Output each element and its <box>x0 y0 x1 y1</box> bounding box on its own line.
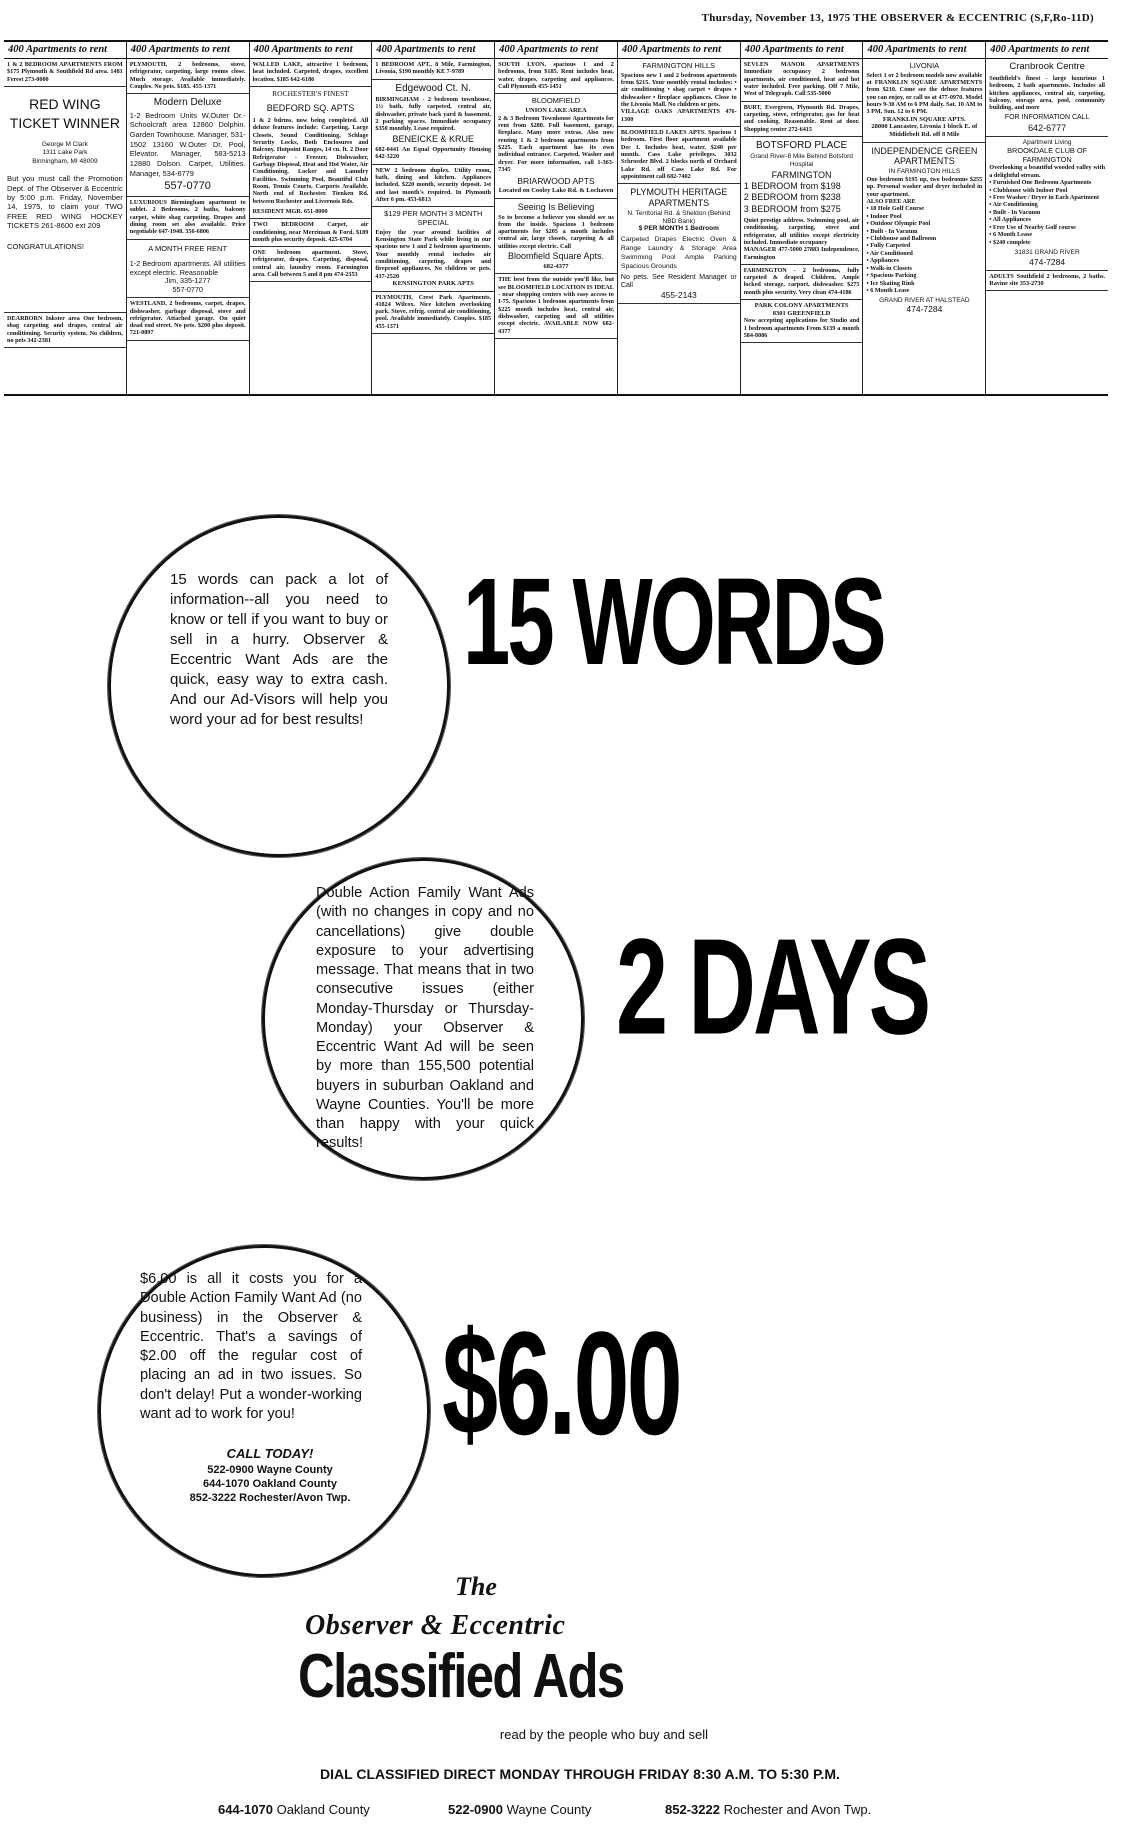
ad-phone: 642-6777 <box>1028 122 1067 133</box>
ad-headline: A MONTH FREE RENT <box>148 243 228 253</box>
classified-ad: ONE bedroom apartment. Stove, refrigerator, drapes. Carpeting, disposal, central air, laundry room. Farmington area. Call between 5 and 8 pm 474-2353 <box>250 247 372 282</box>
list-item: • Clubhouse and Ballroom <box>866 235 937 243</box>
classified-column-1 <box>4 42 126 394</box>
classified-ad: 1 BEDROOM APT., 8 Mile, Farmington, Livonia, $190 monthly KE 7-9789 <box>372 59 494 80</box>
classified-ad: WESTLAND, 2 bedrooms, carpet, drapes, dishwasher, garbage disposal, stove and refrigerator. Attached garage. On quiet dead end street. No pets. $200 plus deposit. 721-0897 <box>127 298 249 341</box>
list-item: • Free Use of Nearby Golf course <box>989 223 1076 231</box>
list-item: • Built - In Vacuum <box>866 227 918 235</box>
brookdale-ad <box>986 137 1108 270</box>
kensington-ad <box>372 207 494 291</box>
list-item: • Air Conditioning <box>989 201 1038 209</box>
ad-subhead: FRANKLIN SQUARE APTS. <box>882 115 966 123</box>
tagline: read by the people who buy and sell <box>499 1727 709 1742</box>
ad-body: Overlooking a beautiful wooded valley with a delightful stream. <box>989 164 1106 179</box>
phone-area: Wayne County <box>506 1802 592 1817</box>
classified-column-3 <box>249 42 372 394</box>
ad-body: Now accepting applications for Studio and 1 bedroom apartments From $139 a month 584-8086 <box>743 317 860 340</box>
ad-headline: Apartment Living <box>1022 139 1072 147</box>
call-today-block <box>160 1446 380 1506</box>
farmington-hills-ad <box>618 59 740 127</box>
classified-section <box>4 40 1108 396</box>
ad-phone: 557-0770 <box>172 284 203 294</box>
ad-body: One bedroom $195 up, two bedrooms $255 up. Personal washer and dryer included in your apartment. <box>866 176 983 198</box>
ad-subhead: IN FARMINGTON HILLS <box>888 168 961 176</box>
list-item: • Appliances <box>866 257 900 265</box>
ad-footer: No pets. See Resident Manager or Call <box>620 273 737 289</box>
classified-ad: PLYMOUTH, Crest Park Apartments. 41824 Wilcox. Nice kitchen overlooking park. Stove, refrig. central air conditioning, pool. Available immediately. Couples. $185 455-1371 <box>372 292 494 335</box>
logo-classified-ads: Classified Ads <box>298 1642 624 1711</box>
list-item: • Furnished One Bedroom Apartments <box>989 179 1092 187</box>
classified-ad: TWO BEDROOM Carpet, air conditioning, near Merriman & Ford. $189 month plus security deposit. 425-6704 <box>250 219 372 247</box>
ad-headline: Cranbrook Centre <box>1009 61 1085 72</box>
classified-ad: SEVLEN MANOR APARTMENTS Immediate occupancy 2 bedroom apartments, air conditioned, heat and hot water included. Free parking. Off 7 Mile, West of Telegraph. Call 535-5000 <box>741 59 863 102</box>
phone-area: Oakland County <box>276 1802 370 1817</box>
ad-features: Carpeted Drapes Electric Oven & Range Laundry & Storage Area Swimming Pool Ample Parking Spacious Grounds <box>620 235 737 271</box>
call-line-wayne: 522-0900 Wayne County <box>207 1464 333 1477</box>
ad-subhead: Bloomfield Square Apts. <box>507 251 605 262</box>
column-header: 400 Apartments to rent <box>863 42 985 59</box>
ad-footer: RESIDENT MGR. 651-8000 <box>252 207 328 215</box>
redwing-headline: RED WING TICKET WINNER <box>9 95 120 131</box>
ad-body: Select 1 or 2 bedroom models now available at FRANKLIN SQUARE APARTMENTS from $210. Come see the deluxe features you can enjoy, or call us at 477-0970. Model hours 9-30 AM to 6 PM daily. Sat. 10 AM to 3 PM, Sun. 12 to 6 PM. <box>866 71 983 116</box>
classified-ad: BLOOMFIELD LAKES APTS. Spacious 1 bedroom. First floor apartment available Dec 1. Includes heat, water, $240 per month. Cass Lake privileges. 3032 Schroeder Blvd. 2 blocks north of Orchard Lake Rd. off Cass Lake Rd. For appointment call 682-7402 <box>618 127 740 184</box>
ad-headline: PARK COLONY APARTMENTS <box>754 302 849 310</box>
headline-2-days: 2 DAYS <box>616 909 929 1063</box>
column-header: 400 Apartments to rent <box>495 42 617 59</box>
classified-ad: PLYMOUTH, 2 bedrooms, stove, refrigerator, carpeting, large rooms close. Much storage. Available immediately. Couples. No pets. $185. 455-1371 <box>127 59 249 94</box>
ad-body: Southfield's finest - large luxurious 1 bedroom, 2 bath apartments. Includes all kitchen appliances, central air, carpeting, balcony, storage area, pool, community building, and more <box>989 74 1106 112</box>
ad-body: 2 & 3 Bedroom Townhouse Apartments for rent from $280. Full basement, garage, fireplace. Many more extras. Also now renting 1 & 2 bedroom apartments from $225. Each apartment has its own individual entrance. Carpeted, Washer and dryer. For more information, call 1-363-7345 <box>498 114 614 173</box>
circle-3-text: $6.00 is all it costs you for a Double Action Family Want Ad (no business) in the Observer & Eccentric. That's a savings of $2.00 off the regular cost of placing an ad in two issues. So don't delay! Put a wonder-working want ad to work for you! <box>140 1271 362 1422</box>
classified-column-2 <box>126 42 249 394</box>
price-3br: 3 BEDROOM from $275 <box>743 203 841 214</box>
circle-2-text: Double Action Family Want Ads (with no changes in copy and no cancellations) give double exposure to your advertising message. That means that in two consecutive issues (either Monday-Thursday or Thursday-Monday) your Observer & Eccentric Want Ad will be seen by more than 155,500 potential buyers in suburban Oakland and Wayne Counties. You'll be more than happy with your quick results! <box>316 885 534 1152</box>
ad-body: Enjoy the year around facilities of Kensington State Park while living in our spacious new 1 and 2 bedroom apartments. Your monthly rental includes air conditioning, carpeting, drapes and fireproof appliances. No children or pets. 437-2520 <box>375 228 492 280</box>
redwing-closing: CONGRATULATIONS! <box>7 241 84 251</box>
column-header: 400 Apartments to rent <box>4 42 126 59</box>
botsford-place-ad <box>741 137 863 265</box>
list-item: • Ice Skating Rink <box>866 279 915 287</box>
list-item: • Indoor Pool <box>866 212 902 220</box>
plymouth-heritage-ad <box>618 184 740 304</box>
classified-column-9 <box>985 42 1108 394</box>
ad-footer: VILLAGE OAKS APARTMENTS 476-1300 <box>620 108 737 123</box>
ad-amenities <box>866 205 982 294</box>
call-line-rochester: 852-3222 Rochester/Avon Twp. <box>189 1491 351 1504</box>
bedford-square-ad <box>250 87 372 219</box>
phone-number: 644-1070 <box>218 1802 273 1817</box>
ad-subhead: 8301 GREENFIELD <box>772 309 831 317</box>
list-item: • Spacious Parking <box>866 272 917 280</box>
ad-location: N. Territorial Rd. & Sheldon (Behind NBD Bank) <box>627 209 731 225</box>
list-item: • Built - In Vacuum <box>989 208 1041 216</box>
ad-footer: GRAND RIVER AT HALSTEAD <box>879 296 970 304</box>
ad-footer: 31831 GRAND RIVER <box>1014 249 1080 257</box>
column-header: 400 Apartments to rent <box>372 42 494 59</box>
classified-column-7 <box>740 42 863 394</box>
classified-ad: LUXURIOUS Birmingham apartment to sublet. 2 Bedrooms, 2 baths, balcony carpet, white shag carpeting. Drapes and dining room set also available. Price negotiable 647-1948. 356-6806 <box>127 197 249 240</box>
classified-ad: SOUTH LYON, spacious 1 and 2 bedrooms, from $185. Rent includes heat, water, drapes, carpeting and appliances. Call Plymouth 455-1451 <box>495 59 617 94</box>
column-header: 400 Apartments to rent <box>127 42 249 59</box>
ad-body: 1 & 2 bdrms. now being completed. All deluxe features include: Carpeting, Large Closets, Sound Conditioning, Schlage Security Locks, Both Enclosures and Balcony. Hotpoint Ranges, 14 cu. ft. 2 Door Refrigerator - Freezer, Dishwasher, Garbage Disposal, Heat and Hot Water, Air Conditioning, Locker and Laundry Facilities. Swimming Pool, Beautiful Club Room, Tennis Courts, Carports Available. North end of Rochester. Tienken Rd. between Rochester and Livernois Rds. <box>252 117 369 205</box>
call-line-oakland: 644-1070 Oakland County <box>203 1478 337 1490</box>
ad-headline: Edgewood Ct. N. <box>395 82 472 94</box>
seeing-believing-ad <box>495 199 617 274</box>
cranbrook-ad <box>986 59 1108 137</box>
ad-footer: KENSINGTON PARK APTS <box>392 279 474 287</box>
ad-subhead: BEDFORD SQ. APTS <box>266 102 355 113</box>
call-today-title: CALL TODAY! <box>226 1446 314 1461</box>
phone-oakland <box>218 1802 370 1817</box>
page-masthead: Thursday, November 13, 1975 THE OBSERVER & ECCENTRIC (S,F,Ro-11D) <box>701 12 1094 24</box>
edgewood-ad <box>372 80 494 165</box>
ad-price: $ PER MONTH 1 Bedroom <box>638 225 719 233</box>
ad-footer: 682-0441 An Equal Opportunity Housing 642-3220 <box>375 146 492 161</box>
ad-location: Located on Cooley Lake Rd. & Lochaven <box>498 187 614 195</box>
list-item: • Free Washer / Dryer in Each Apartment <box>989 193 1100 201</box>
phone-wayne <box>448 1802 591 1817</box>
ad-phone: 455-2143 <box>660 290 697 301</box>
list-item: • 6 Month Lease <box>866 287 910 295</box>
bloomfield-ad <box>495 94 617 199</box>
winner-city: Birmingham, MI 48009 <box>32 157 98 165</box>
park-colony-ad <box>741 300 863 343</box>
phone-number: 852-3222 <box>665 1802 720 1817</box>
classified-ad: THE best from the outside you'll like, but see BLOOMFIELD LOCATION IS IDEAL - near shopping centers with easy access to I-75. Spacious 1 bedroom apartments from $225 month includes heat, central air, dishwasher, carpeting and all utilities except electric. AVAILABLE NOW 682-4377 <box>495 274 617 339</box>
list-item: • 6 Month Lease <box>989 231 1033 239</box>
classified-column-8 <box>862 42 985 394</box>
list-item: • 18 Hole Golf Course <box>866 205 924 213</box>
ad-headline: INDEPENDENCE GREEN APARTMENTS <box>871 145 978 167</box>
classified-ad: WALLED LAKE, attractive 1 bedroom, heat included. Carpeted, drapes, excellent location. $185 642-6186 <box>250 59 372 87</box>
ad-subhead: BENEICKE & KRUE <box>392 133 474 144</box>
classified-ad: 1 & 2 BEDROOM APARTMENTS FROM $175 Plymouth & Southfield Rd area. 1481 Ferest 273-0000 <box>4 59 126 87</box>
list-item: • Air Conditioned <box>866 249 913 257</box>
winner-name: George M Clark <box>41 140 88 148</box>
classified-column-6 <box>617 42 740 394</box>
independence-green-ad <box>863 143 985 318</box>
ad-list-title: ALSO FREE ARE <box>866 197 916 205</box>
ad-subhead: UNION LAKE AREA <box>525 107 587 115</box>
livonia-ad <box>863 59 985 143</box>
list-item: • $240 complete <box>989 238 1031 246</box>
redwing-body: But you must call the Promotion Dept. of The Observer & Eccentric by 5:00 p.m. Friday, November 14, 1975, to claim your TWO FREE RED WING HOCKEY TICKETS 261-8600 ext 209 <box>7 174 123 231</box>
winner-address: 1311 Lake Park <box>42 149 88 157</box>
month-free-rent-ad <box>127 240 249 299</box>
list-item: • Fully Carpeted <box>866 242 911 250</box>
price-1br: 1 BEDROOM from $198 <box>743 181 841 192</box>
ad-headline: FARMINGTON HILLS <box>642 61 716 70</box>
ad-headline: Modern Deluxe <box>153 97 222 109</box>
headline-price: $6.00 <box>442 1300 680 1466</box>
column-header: 400 Apartments to rent <box>986 42 1108 59</box>
modern-deluxe-ad <box>127 94 249 197</box>
classified-ad: ADULTS Southfield 2 bedrooms, 2 baths. Ravine site 353-2730 <box>986 271 1108 292</box>
list-item: • Outdoor Olympic Pool <box>866 220 931 228</box>
ad-body: BIRMINGHAM - 2 bedroom townhouse, 1½ bath, fully carpeted, central air, dishwasher, private back yard & basement. 2 parking spaces. Immediate occupancy $350 monthly. Lease required. <box>375 96 492 133</box>
list-item: • Clubhouse with Indoor Pool <box>989 186 1068 194</box>
ad-subhead: BROOKDALE CLUB OF FARMINGTON <box>1007 146 1088 164</box>
price-2br: 2 BEDROOM from $238 <box>743 192 841 203</box>
classified-ad: DEARBORN Inkster area One bedroom, shag carpeting and drapes, central air conditioning. Security system. No children, no pets 342-2381 <box>4 313 126 348</box>
classified-ad: FARMINGTON - 2 bedrooms, fully carpeted & draped. Children. Ample locked storage, carport, dishwasher. $275 month plus security. Very clean 474-4186 <box>741 265 863 300</box>
ad-amenities <box>989 179 1105 246</box>
ad-headline: Seeing Is Believing <box>517 201 595 212</box>
redwing-winner-ad <box>4 87 126 313</box>
column-header: 400 Apartments to rent <box>741 42 863 59</box>
ad-phone: 557-0770 <box>164 180 211 193</box>
ad-subhead: FOR INFORMATION CALL <box>1004 114 1090 122</box>
phone-rochester <box>665 1802 871 1817</box>
ad-subhead-2: BRIARWOOD APTS <box>517 176 595 187</box>
list-item: • Walk-in Closets <box>866 264 912 272</box>
headline-15-words: 15 WORDS <box>463 552 884 692</box>
ad-body: 1-2 Bedroom apartments. All utilities except electric. Reasonable <box>129 258 246 277</box>
classified-column-5 <box>494 42 617 394</box>
logo-observer-eccentric: Observer & Eccentric <box>305 1610 566 1641</box>
ad-footer: MANAGER 477-5000 27883 Independence, Farmington <box>743 246 860 261</box>
ad-body: 1-2 Bedroom Units W.Outer Dr.-Schoolcraft area 12860 Dolphin. Garden Townhouse. Manager, 531-1502 13160 W.Outer Dr. Pool, Elevator. Manager, 583-5213 12880 Dolson. Carpet, Utilities. Manager, 534-6779 <box>129 110 246 178</box>
ad-headline: PLYMOUTH HERITAGE APARTMENTS <box>630 187 728 208</box>
column-header: 400 Apartments to rent <box>618 42 740 59</box>
ad-headline: $129 PER MONTH 3 MONTH SPECIAL <box>384 209 483 227</box>
phone-number: 522-0900 <box>448 1802 503 1817</box>
ad-body: Quiet prestige address. Swimming pool, air conditioning, carpeting, stove and refrigerator, all utilities except electricity included. Immediate occupancy <box>743 216 860 246</box>
ad-phone: 682-4377 <box>543 262 569 270</box>
logo-the: The <box>455 1572 497 1601</box>
want-ads-promotion <box>0 400 1124 1844</box>
column-header: 400 Apartments to rent <box>250 42 372 59</box>
phone-area: Rochester and Avon Twp. <box>723 1802 872 1817</box>
ad-headline: ROCHESTER'S FINEST <box>272 88 349 98</box>
ad-footer: 28000 Lancaster, Livonia 1 block E. of Middlebelt Rd. off 8 Mile <box>871 123 978 139</box>
list-item: • All Appliances <box>989 216 1031 224</box>
ad-headline: BLOOMFIELD <box>531 96 581 106</box>
classified-ad: NEW 2 bedroom duplex. Utility room, bath, dining and kitchen. Appliances included. $220 month, security deposit. 1st and last month's required. In Plymouth After 6 pm. 453-6813 <box>372 165 494 208</box>
dial-classified-hours: DIAL CLASSIFIED DIRECT MONDAY THROUGH FRIDAY 8:30 A.M. TO 5:30 P.M. <box>320 1766 840 1782</box>
ad-body: Spacious new 1 and 2 bedroom apartments from $215. Your monthly rental includes: • air conditioning • shag carpet • drapes • dishwasher • fireplace appliances. Close to the Livonia Mall. No children or pets. <box>620 71 737 109</box>
classified-column-4 <box>371 42 494 394</box>
ad-headline: BOTSFORD PLACE <box>756 139 848 151</box>
classified-ad: BURT, Evergreen, Plymouth Rd. Drapes, carpeting, stove, refrigerator, gas for heat and cooking. Reasonable. Rent at door. Shopping center 272-6415 <box>741 102 863 137</box>
circle-1-text: 15 words can pack a lot of information--all you need to know or tell if you want to buy or sell in a hurry. Observer & Eccentric Want Ads are the quick, easy way to extra cash. And our Ad-Visors will help you word your ad for best results! <box>170 571 388 728</box>
ad-headline: LIVONIA <box>909 61 940 70</box>
ad-body: So to become a believer you should see us from the inside. Spacious 1 bedroom apartments for $205 a month includes central air, large closets, carpeting & all utilities except electric. Call <box>498 213 614 250</box>
ad-phone: 474-7284 <box>1029 256 1066 267</box>
ad-subhead: Grand River-8 Mile Behind Botsford Hospital <box>750 153 853 168</box>
ad-contact: Jim, 335-1277 <box>164 276 211 286</box>
ad-town: FARMINGTON <box>771 169 832 180</box>
ad-phone: 474-7284 <box>906 304 943 315</box>
